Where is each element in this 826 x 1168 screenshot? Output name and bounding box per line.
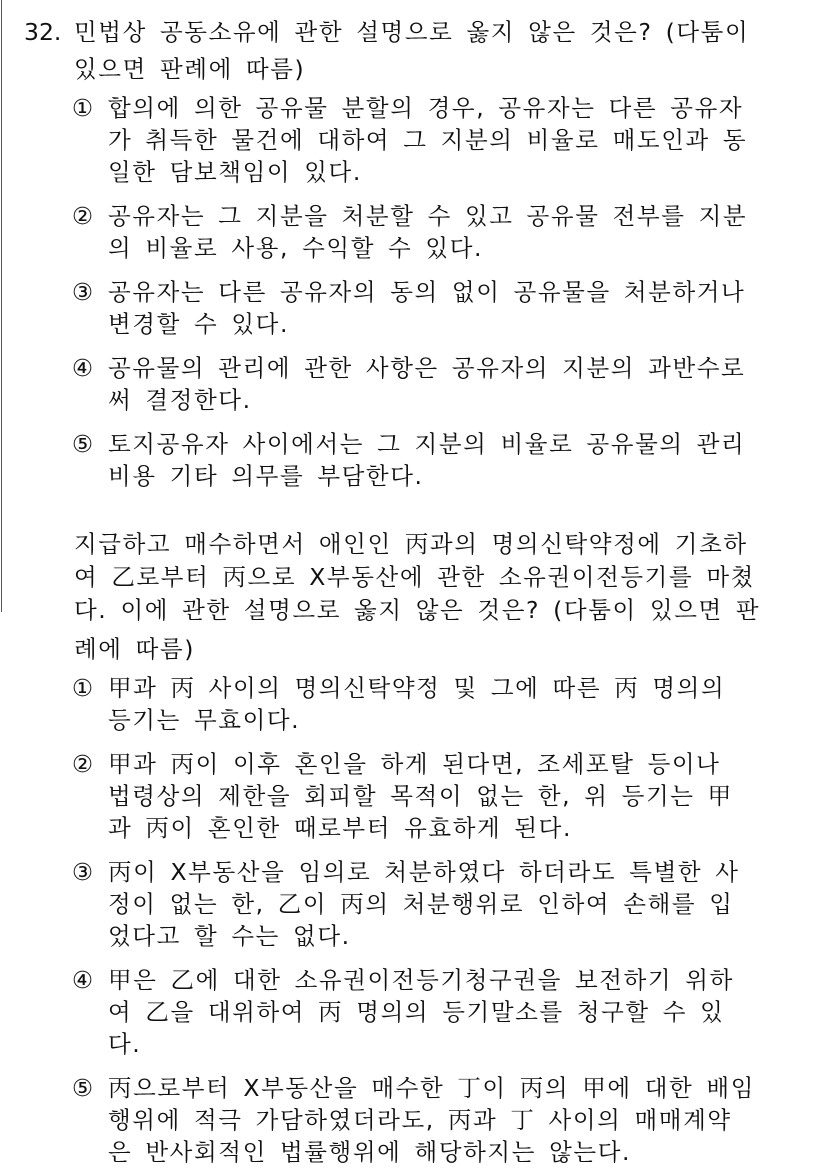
option-2-line: 법령상의 제한을 회피할 목적이 없는 한, 위 등기는 甲: [108, 782, 733, 810]
option-1-line: 합의에 의한 공유물 분할의 경우, 공유자는 다른 공유자: [108, 94, 744, 122]
option-4-line: 공유물의 관리에 관한 사항은 공유자의 지분의 과반수로: [108, 354, 746, 382]
question-stem-line: 있으면 판례에 따름): [74, 55, 306, 83]
question-stem-line: 여 乙로부터 丙으로 X부동산에 관한 소유권이전등기를 마쳤: [74, 563, 755, 591]
option-4-line: 甲은 乙에 대한 소유권이전등기청구권을 보전하기 위하: [108, 966, 734, 994]
option-marker-2: ②: [72, 750, 94, 778]
question-number: 32.: [24, 18, 62, 46]
option-1-line: 등기는 무효이다.: [108, 706, 301, 734]
option-3-line: 었다고 할 수는 없다.: [108, 922, 351, 950]
option-3-line: 변경할 수 있다.: [108, 310, 290, 338]
option-marker-5: ⑤: [72, 430, 94, 458]
option-marker-4: ④: [72, 354, 94, 382]
option-5-line: 행위에 적극 가담하였더라도, 丙과 丁 사이의 매매계약: [108, 1106, 732, 1134]
option-marker-2: ②: [72, 202, 94, 230]
option-4-line: 다.: [108, 1030, 142, 1058]
option-2-line: 과 丙이 혼인한 때로부터 유효하게 된다.: [108, 814, 573, 842]
option-3-line: 정이 없는 한, 乙이 丙의 처분행위로 인하여 손해를 입: [108, 890, 734, 918]
option-marker-3: ③: [72, 858, 94, 886]
option-5-line: 비용 기타 의무를 부담한다.: [108, 462, 424, 490]
option-marker-1: ①: [72, 674, 94, 702]
option-4-line: 써 결정한다.: [108, 386, 252, 414]
question-stem-line: 지급하고 매수하면서 애인인 丙과의 명의신탁약정에 기초하: [74, 530, 748, 558]
option-3-line: 공유자는 다른 공유자의 동의 없이 공유물을 처분하거나: [108, 278, 746, 306]
option-5-line: 丙으로부터 X부동산을 매수한 丁이 丙의 甲에 대한 배임: [108, 1074, 756, 1102]
option-marker-1: ①: [72, 94, 94, 122]
option-1-line: 가 취득한 물건에 대하여 그 지분의 비율로 매도인과 동: [108, 126, 748, 154]
option-marker-3: ③: [72, 278, 94, 306]
option-1-line: 일한 담보책임이 있다.: [108, 158, 362, 186]
option-2-line: 공유자는 그 지분을 처분할 수 있고 공유물 전부를 지분: [108, 202, 748, 230]
question-stem-line: 민법상 공동소유에 관한 설명으로 옳지 않은 것은? (다툼이: [74, 18, 750, 46]
option-marker-5: ⑤: [72, 1074, 94, 1102]
option-2-line: 甲과 丙이 이후 혼인을 하게 된다면, 조세포탈 등이나: [108, 750, 721, 778]
left-border-line: [1, 0, 2, 612]
option-2-line: 의 비율로 사용, 수익할 수 있다.: [108, 234, 484, 262]
option-5-line: 토지공유자 사이에서는 그 지분의 비율로 공유물의 관리: [108, 430, 746, 458]
option-4-line: 여 乙을 대위하여 丙 명의의 등기말소를 청구할 수 있: [108, 998, 725, 1026]
option-5-line: 은 반사회적인 법률행위에 해당하지는 않는다.: [108, 1138, 632, 1166]
question-stem-line: 례에 따름): [74, 635, 196, 663]
option-marker-4: ④: [72, 966, 94, 994]
option-1-line: 甲과 丙 사이의 명의신탁약정 및 그에 따른 丙 명의의: [108, 674, 726, 702]
question-stem-line: 다. 이에 관한 설명으로 옳지 않은 것은? (다툼이 있으면 판: [74, 596, 761, 624]
option-3-line: 丙이 X부동산을 임의로 처분하였다 하더라도 특별한 사: [108, 858, 740, 886]
